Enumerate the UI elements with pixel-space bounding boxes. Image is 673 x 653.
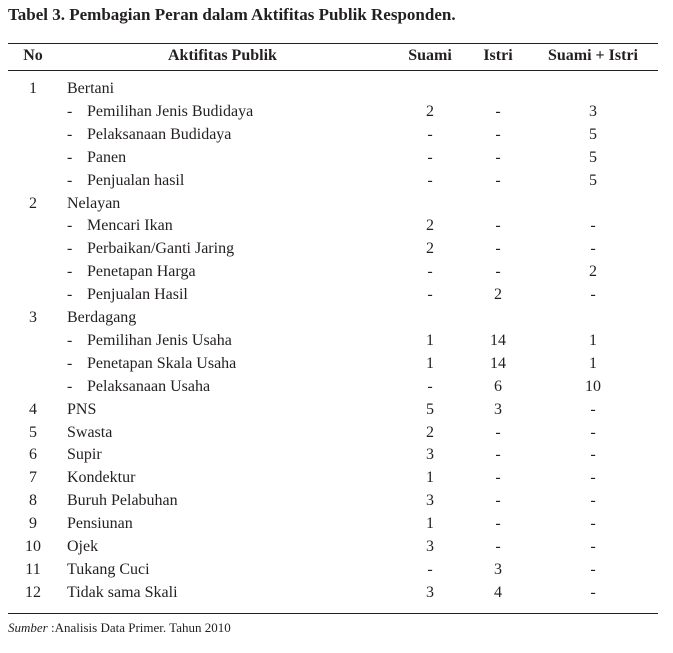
sub-item-marker: - (67, 354, 73, 372)
husband-count: - (427, 377, 433, 395)
source-text: :Analisis Data Primer. Tahun 2010 (47, 620, 231, 635)
activity-label: PNS (67, 400, 97, 418)
sub-item-marker: - (67, 171, 73, 189)
sub-item-marker: - (67, 148, 73, 166)
table-row (0, 561, 673, 584)
husband-count: 5 (426, 400, 434, 418)
husband-count: 1 (426, 515, 434, 533)
activity-label: Nelayan (67, 194, 121, 212)
both-count: - (590, 423, 596, 441)
both-count: 2 (589, 263, 597, 281)
both-count: 1 (589, 331, 597, 349)
both-count: - (590, 492, 596, 510)
row-number: 4 (29, 400, 37, 418)
wife-count: - (495, 217, 501, 235)
sub-item-marker: - (67, 240, 73, 258)
activity-label: Supir (67, 446, 102, 464)
table-row (0, 355, 673, 378)
activity-label: Kondektur (67, 469, 136, 487)
table-row (0, 286, 673, 309)
both-count: 5 (589, 148, 597, 166)
sub-activity-label: Pelaksanaan Budidaya (87, 125, 232, 143)
wife-count: - (495, 102, 501, 120)
header-rule (8, 70, 658, 71)
activity-label: Tukang Cuci (67, 560, 150, 578)
sub-activity-label: Pelaksanaan Usaha (87, 377, 211, 395)
table-row (0, 309, 673, 332)
both-count: 5 (589, 125, 597, 143)
activity-label: Bertani (67, 80, 115, 97)
table-row (0, 240, 673, 263)
table-row (0, 195, 673, 218)
wife-count: - (495, 515, 501, 533)
table-row (0, 584, 673, 607)
sub-item-marker: - (67, 377, 73, 395)
row-number: 5 (29, 423, 37, 441)
both-count: - (590, 515, 596, 533)
husband-count: 1 (426, 469, 434, 487)
sub-activity-label: Mencari Ikan (87, 217, 173, 235)
husband-count: 3 (426, 583, 434, 601)
row-number: 9 (29, 515, 37, 533)
activity-label: Pensiunan (67, 515, 133, 533)
table-row (0, 80, 673, 103)
husband-count: 2 (426, 102, 434, 120)
table-row (0, 217, 673, 240)
husband-count: - (427, 286, 433, 304)
table-row (0, 401, 673, 424)
husband-count: - (427, 171, 433, 189)
wife-count: - (495, 240, 501, 258)
activity-label: Buruh Pelabuhan (67, 492, 178, 510)
husband-count: 3 (426, 492, 434, 510)
husband-count: 2 (426, 217, 434, 235)
sub-item-marker: - (67, 217, 73, 235)
row-number: 8 (29, 492, 37, 510)
row-number: 1 (29, 80, 37, 97)
activity-label: Tidak sama Skali (67, 583, 178, 601)
row-number: 7 (29, 469, 37, 487)
husband-count: - (427, 263, 433, 281)
wife-count: 6 (494, 377, 502, 395)
both-count: - (590, 240, 596, 258)
husband-count: - (427, 125, 433, 143)
sub-item-marker: - (67, 102, 73, 120)
wife-count: - (495, 171, 501, 189)
table-row (0, 172, 673, 195)
husband-count: - (427, 148, 433, 166)
both-count: 3 (589, 102, 597, 120)
wife-count: 2 (494, 286, 502, 304)
table-row (0, 469, 673, 492)
table-row (0, 446, 673, 469)
both-count: - (590, 217, 596, 235)
both-count: - (590, 286, 596, 304)
husband-count: - (427, 560, 433, 578)
both-count: 5 (589, 171, 597, 189)
wife-count: - (495, 446, 501, 464)
both-count: 10 (585, 377, 601, 395)
wife-count: 3 (494, 560, 502, 578)
husband-count: 3 (426, 538, 434, 555)
table-row (0, 515, 673, 538)
wife-count: - (495, 423, 501, 441)
row-number: 10 (25, 538, 41, 555)
husband-count: 2 (426, 240, 434, 258)
activity-label: Swasta (67, 423, 113, 441)
row-number: 6 (29, 446, 37, 464)
wife-count: 4 (494, 583, 502, 601)
table-row (0, 378, 673, 401)
wife-count: - (495, 469, 501, 487)
wife-count: 14 (490, 331, 506, 349)
bottom-rule (8, 613, 658, 614)
table-row (0, 103, 673, 126)
wife-count: 3 (494, 400, 502, 418)
header-activity: Aktifitas Publik (168, 47, 277, 64)
sub-item-marker: - (67, 125, 73, 143)
wife-count: - (495, 263, 501, 281)
row-number: 11 (25, 560, 41, 578)
sub-item-marker: - (67, 263, 73, 281)
wife-count: - (495, 538, 501, 555)
wife-count: - (495, 492, 501, 510)
sub-activity-label: Penjualan Hasil (87, 286, 188, 304)
activity-label: Berdagang (67, 309, 137, 326)
table-row (0, 126, 673, 149)
sub-item-marker: - (67, 286, 73, 304)
top-rule (8, 43, 658, 44)
wife-count: - (495, 148, 501, 166)
sub-activity-label: Panen (87, 148, 127, 166)
both-count: - (590, 560, 596, 578)
table-row (0, 332, 673, 355)
both-count: - (590, 583, 596, 601)
header-both: Suami + Istri (547, 47, 638, 64)
table-row (0, 263, 673, 286)
both-count: - (590, 469, 596, 487)
husband-count: 2 (426, 423, 434, 441)
wife-count: - (495, 125, 501, 143)
header-husband: Suami (408, 47, 452, 64)
table-title: Tabel 3. Pembagian Peran dalam Aktifitas Publik Responden. (8, 5, 456, 24)
both-count: - (590, 538, 596, 555)
sub-activity-label: Pemilihan Jenis Usaha (87, 331, 232, 349)
row-number: 3 (29, 309, 37, 326)
sub-activity-label: Penjualan hasil (87, 171, 185, 189)
both-count: - (590, 400, 596, 418)
sub-activity-label: Pemilihan Jenis Budidaya (87, 102, 254, 120)
header-no: No (23, 47, 43, 64)
husband-count: 1 (426, 331, 434, 349)
both-count: 1 (589, 354, 597, 372)
husband-count: 3 (426, 446, 434, 464)
both-count: - (590, 446, 596, 464)
table-row (0, 538, 673, 561)
source-label: Sumber (8, 620, 48, 635)
wife-count: 14 (490, 354, 506, 372)
sub-activity-label: Penetapan Skala Usaha (87, 354, 237, 372)
activity-label: Ojek (67, 538, 99, 555)
table-row (0, 492, 673, 515)
sub-item-marker: - (67, 331, 73, 349)
sub-activity-label: Perbaikan/Ganti Jaring (87, 240, 235, 258)
row-number: 2 (29, 194, 37, 212)
source-note (8, 620, 231, 636)
table-row (0, 424, 673, 447)
row-number: 12 (25, 583, 41, 601)
header-wife: Istri (483, 47, 513, 64)
table-row (0, 149, 673, 172)
husband-count: 1 (426, 354, 434, 372)
sub-activity-label: Penetapan Harga (87, 263, 196, 281)
